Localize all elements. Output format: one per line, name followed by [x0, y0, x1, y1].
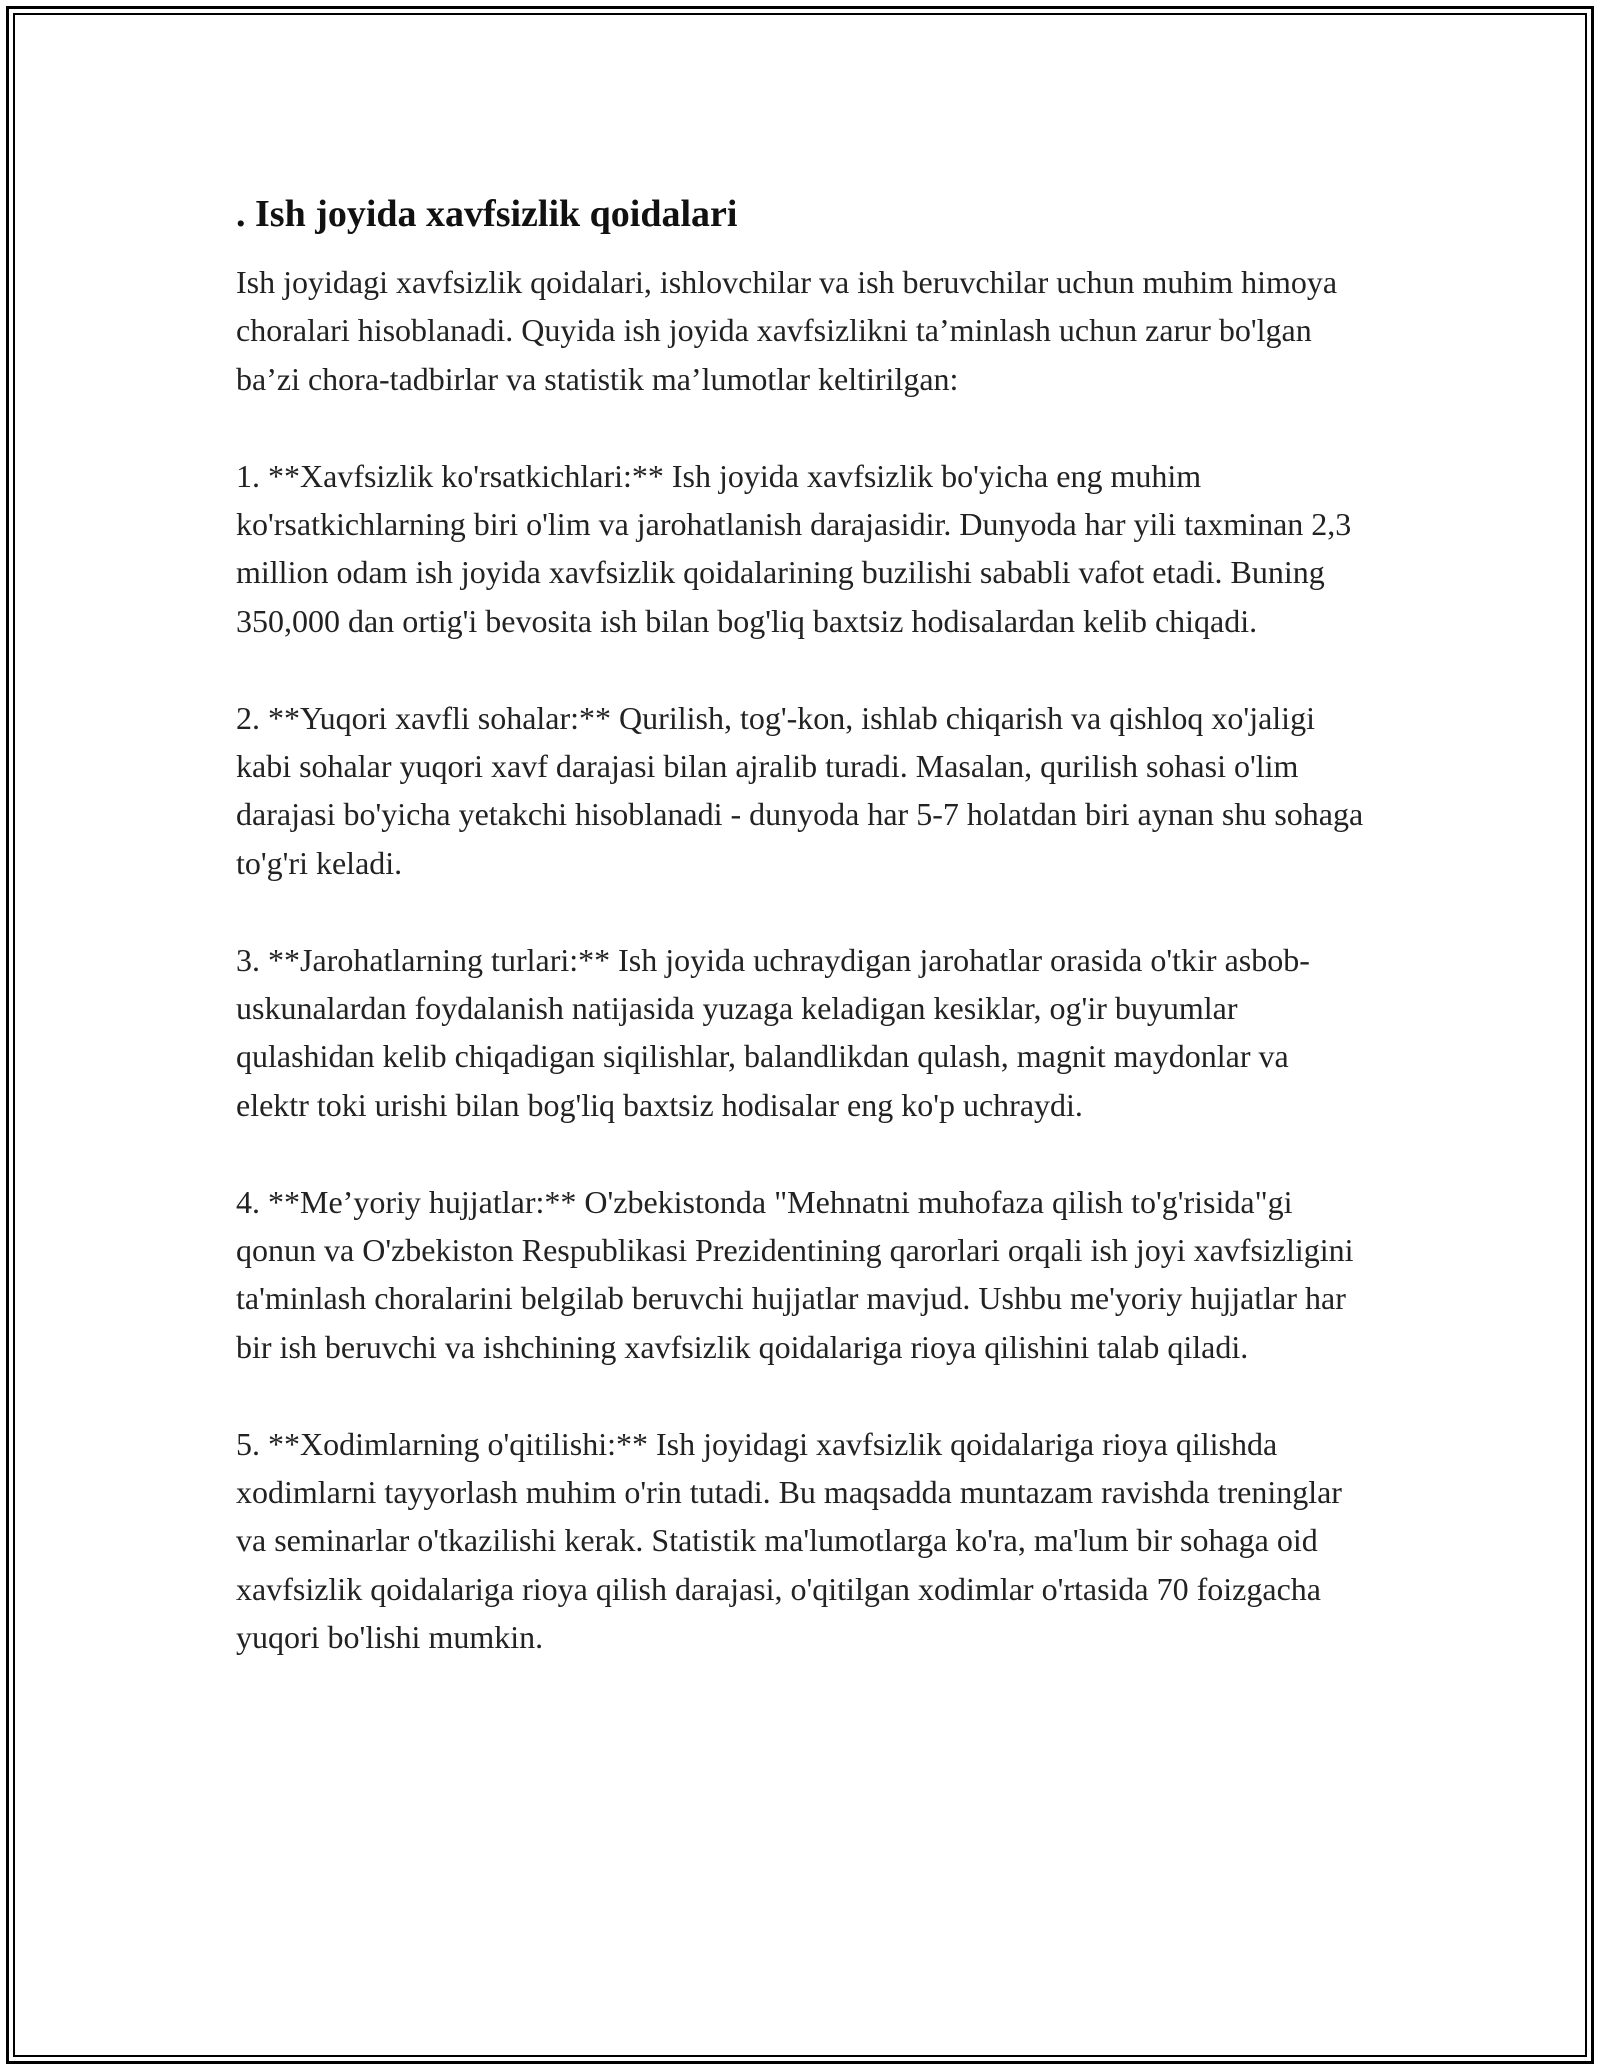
paragraph-safety-indicators: 1. **Xavfsizlik ko'rsatkichlari:** Ish joyida xavfsizlik bo'yicha eng muhim ko'rsatkichlarning biri o'lim va jarohatlanish darajasidir. Dunyoda har yili taxminan 2,3 million odam ish joyida xavfsizlik qoidalarining buzilishi sababli vafot etadi. Buning 350,000 dan ortig'i bevosita ish bilan bog'liq baxtsiz hodisalardan kelib chiqadi.: [236, 457, 1352, 639]
intro-paragraph: Ish joyidagi xavfsizlik qoidalari, ishlovchilar va ish beruvchilar uchun muhim himoya choralari hisoblanadi. Quyida ish joyida xavfsizlikni ta’minlash uchun zarur bo'lgan ba’zi chora-tadbirlar va statistik ma’lumotlar keltirilgan:: [236, 264, 1338, 397]
paragraph-high-risk-sectors: 2. **Yuqori xavfli sohalar:** Qurilish, tog'-kon, ishlab chiqarish va qishloq xo'jaligi kabi sohalar yuqori xavf darajasi bilan ajralib turadi. Masalan, qurilish sohasi o'lim darajasi bo'yicha yetakchi hisoblanadi - dunyoda har 5-7 holatdan biri aynan shu sohaga to'g'ri keladi.: [236, 699, 1364, 881]
document-title: . Ish joyida xavfsizlik qoidalari: [236, 193, 738, 235]
paragraph-regulations: 4. **Me’yoriy hujjatlar:** O'zbekistonda "Mehnatni muhofaza qilish to'g'risida"gi qonun va O'zbekiston Respublikasi Prezidentining qarorlari orqali ish joyi xavfsizligini ta'minlash choralarini belgilab beruvchi hujjatlar mavjud. Ushbu me'yoriy hujjatlar har bir ish beruvchi va ishchining xavfsizlik qoidalariga rioya qilishini talab qiladi.: [236, 1183, 1354, 1365]
paragraph-injury-types: 3. **Jarohatlarning turlari:** Ish joyida uchraydigan jarohatlar orasida o'tkir asbob-uskunalardan foydalanish natijasida yuzaga keladigan kesiklar, og'ir buyumlar qulashidan kelib chiqadigan siqilishlar, balandlikdan qulash, magnit maydonlar va elektr toki urishi bilan bog'liq baxtsiz hodisalar eng ko'p uchraydi.: [236, 941, 1310, 1123]
document-body: [236, 188, 1366, 1710]
paragraph-staff-training: 5. **Xodimlarning o'qitilishi:** Ish joyidagi xavfsizlik qoidalariga rioya qilishda xodimlarni tayyorlash muhim o'rin tutadi. Bu maqsadda muntazam ravishda treninglar va seminarlar o'tkazilishi kerak. Statistik ma'lumotlarga ko'ra, ma'lum bir sohaga oid xavfsizlik qoidalariga rioya qilish darajasi, o'qitilgan xodimlar o'rtasida 70 foizgacha yuqori bo'lishi mumkin.: [236, 1425, 1342, 1656]
